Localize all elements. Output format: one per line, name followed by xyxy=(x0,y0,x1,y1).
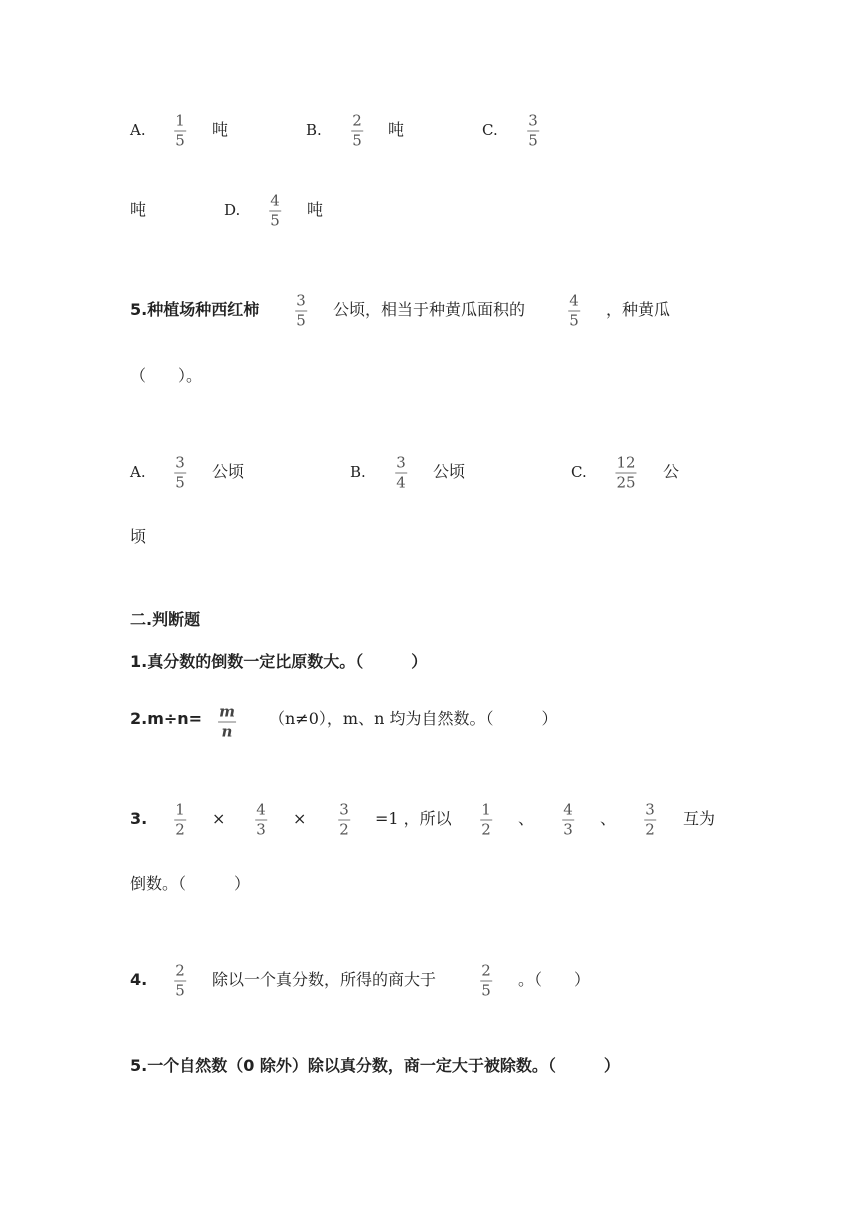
item-3-fraction-1: 1 2 xyxy=(175,800,185,839)
item-3-sep-1: 、 xyxy=(518,809,535,828)
item-3-times-2: × xyxy=(293,809,307,828)
q5-answer-blank: （ ）。 xyxy=(130,366,203,385)
item-3-tail: 互为 xyxy=(683,809,716,828)
item-3-sep-2: 、 xyxy=(600,809,617,828)
option-d-letter: D. xyxy=(224,201,241,219)
item-4-fraction-2: 2 5 xyxy=(481,961,491,1000)
judge-item-3-label: 3. xyxy=(130,809,148,828)
option-a-letter: A. xyxy=(130,121,146,139)
q5-text-c: ，种黄瓜 xyxy=(606,300,671,319)
q5-option-c-unit-2: 顷 xyxy=(130,527,147,546)
item-3-times-1: × xyxy=(212,809,226,828)
option-d-fraction: 4 5 xyxy=(270,191,280,230)
option-a-unit: 吨 xyxy=(212,120,229,139)
item-3-fraction-2: 4 3 xyxy=(256,800,266,839)
item-3-line-2: 倒数。（ ） xyxy=(130,874,251,893)
item-3-fraction-4: 1 2 xyxy=(481,800,491,839)
q5-option-c-fraction: 12 25 xyxy=(616,453,636,492)
judge-item-2-fraction: m n xyxy=(219,702,235,741)
option-b-unit: 吨 xyxy=(388,120,405,139)
question-5-text: 5.种植场种西红柿 xyxy=(130,300,260,319)
option-c-letter: C. xyxy=(482,121,498,139)
option-b-fraction: 2 5 xyxy=(352,111,362,150)
section-heading: 二.判断题 xyxy=(130,610,201,629)
item-3-equals: =1 ，所以 xyxy=(375,809,452,828)
judge-item-4-label: 4. xyxy=(130,970,148,989)
option-d-unit: 吨 xyxy=(307,200,324,219)
item-4-fraction-1: 2 5 xyxy=(175,961,185,1000)
option-c-unit: 吨 xyxy=(130,200,147,219)
q5-option-b-unit: 公顷 xyxy=(433,462,466,481)
q5-option-a-letter: A. xyxy=(130,463,146,481)
item-4-tail: 。（ ） xyxy=(518,970,591,989)
q5-option-a-unit: 公顷 xyxy=(212,462,245,481)
option-a-fraction: 1 5 xyxy=(175,111,185,150)
q5-option-a-fraction: 3 5 xyxy=(175,453,185,492)
item-3-fraction-6: 3 2 xyxy=(645,800,655,839)
option-c-fraction: 3 5 xyxy=(528,111,538,150)
q5-fraction-2: 4 5 xyxy=(569,291,579,330)
item-3-fraction-3: 3 2 xyxy=(339,800,349,839)
q5-option-b-fraction: 3 4 xyxy=(396,453,406,492)
q5-option-c-letter: C. xyxy=(571,463,587,481)
judge-item-5: 5.一个自然数（0 除外）除以真分数，商一定大于被除数。（ ） xyxy=(130,1056,620,1075)
judge-item-2-lead: 2.m÷n= xyxy=(130,709,203,728)
q5-option-b-letter: B. xyxy=(350,463,366,481)
judge-item-2-tail: （n≠0），m、n 均为自然数。（ ） xyxy=(269,709,558,728)
item-4-mid: 除以一个真分数，所得的商大于 xyxy=(212,970,437,989)
q5-fraction-1: 3 5 xyxy=(296,291,306,330)
q5-option-c-unit-1: 公 xyxy=(663,462,680,481)
item-3-fraction-5: 4 3 xyxy=(563,800,573,839)
option-b-letter: B. xyxy=(306,121,322,139)
q5-text-b: 公顷，相当于种黄瓜面积的 xyxy=(333,300,526,319)
judge-item-1: 1.真分数的倒数一定比原数大。（ ） xyxy=(130,652,428,671)
